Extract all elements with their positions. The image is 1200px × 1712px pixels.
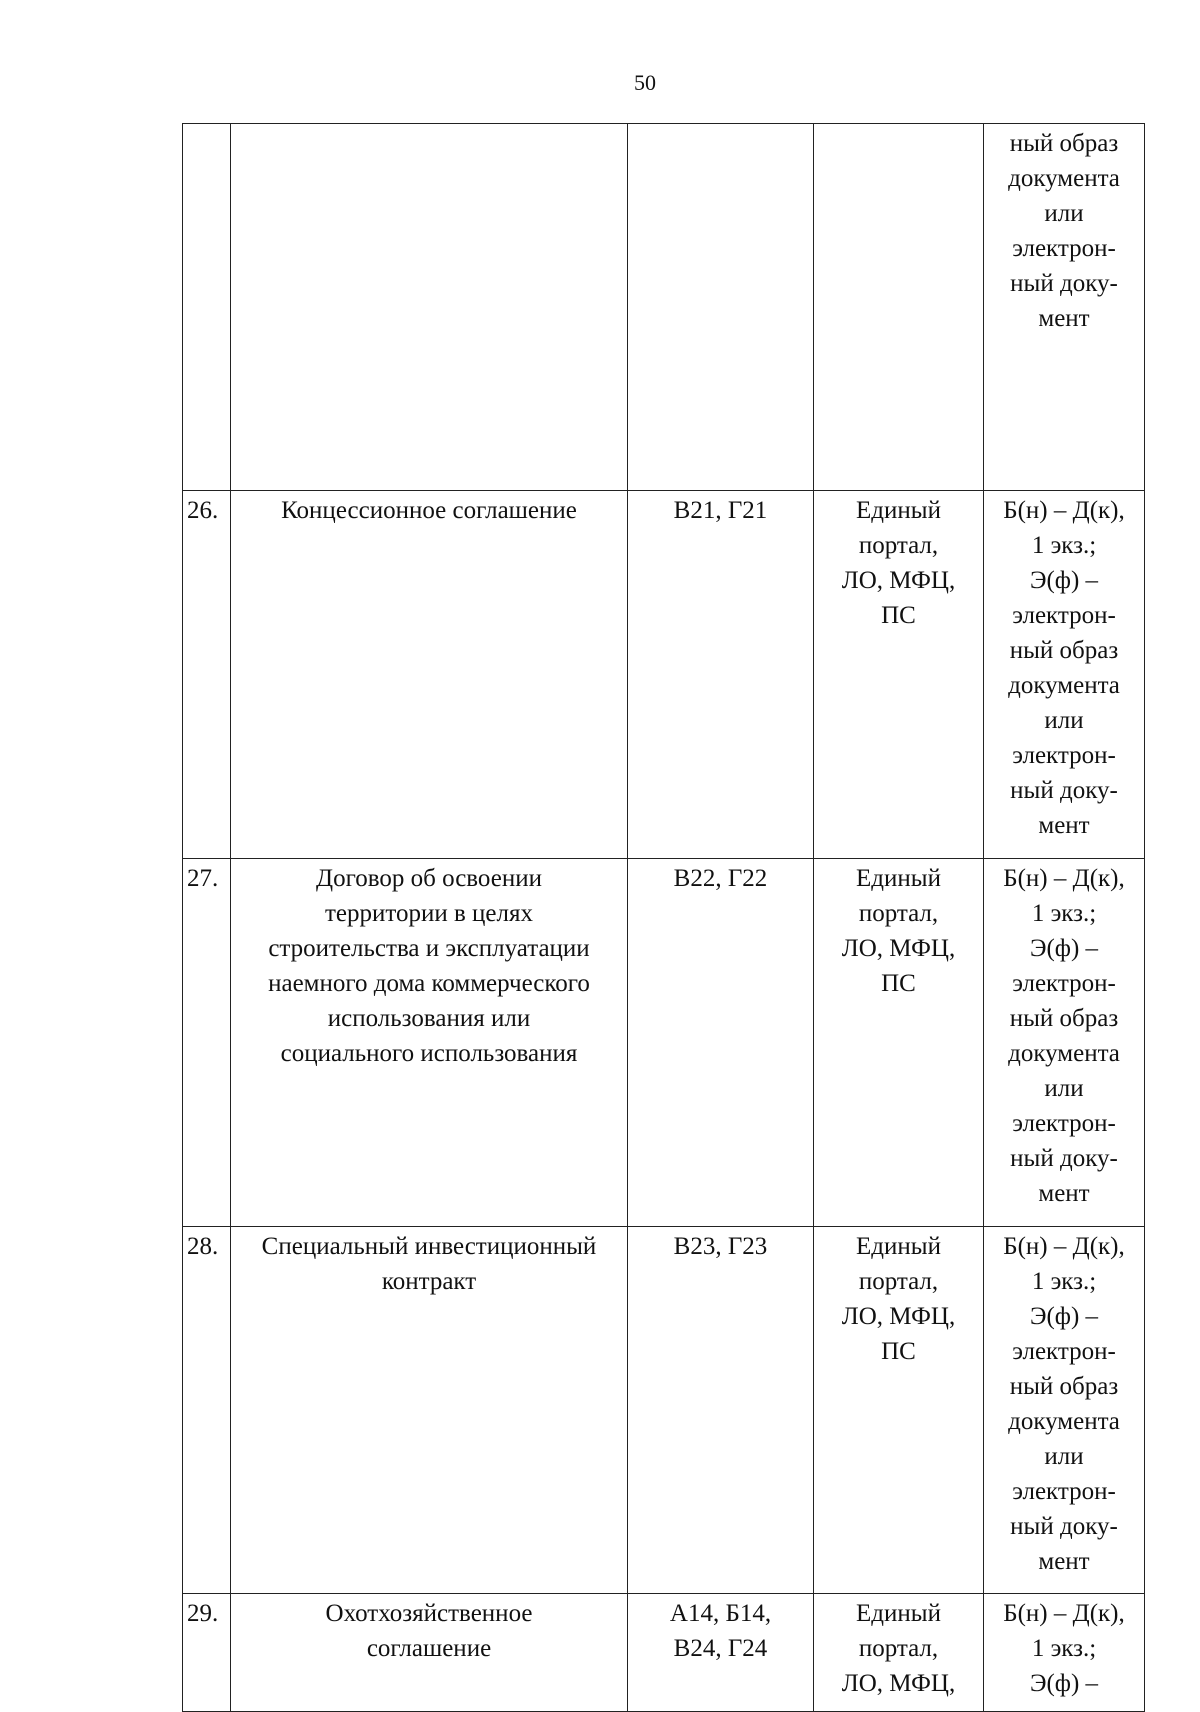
table-row-28 <box>183 1227 1145 1594</box>
row-number-cell: 29. <box>183 1594 231 1712</box>
document-format-cell: ный образ документа или электрон- ный доку- мент <box>984 124 1145 491</box>
row-number-cell <box>183 124 231 491</box>
document-name-cell: Охотхозяйственное соглашение <box>231 1594 628 1712</box>
submission-channel-cell <box>814 124 984 491</box>
document-name-cell: Концессионное соглашение <box>231 491 628 859</box>
document-format-cell: Б(н) – Д(к), 1 экз.; Э(ф) – электрон- ный образ документа или электрон- ный доку- мент <box>984 1227 1145 1594</box>
submission-channel-cell: Единый портал, ЛО, МФЦ, ПС <box>814 1227 984 1594</box>
document-name-cell: Специальный инвестиционный контракт <box>231 1227 628 1594</box>
row-number-cell: 28. <box>183 1227 231 1594</box>
table-row-27 <box>183 859 1145 1227</box>
codes-cell: В22, Г22 <box>628 859 814 1227</box>
document-table <box>182 123 1145 1712</box>
row-number-cell: 27. <box>183 859 231 1227</box>
document-name-cell: Договор об освоении территории в целях строительства и эксплуатации наемного дома коммерческого использования или социального использования <box>231 859 628 1227</box>
row-number-cell: 26. <box>183 491 231 859</box>
codes-cell <box>628 124 814 491</box>
document-format-cell: Б(н) – Д(к), 1 экз.; Э(ф) – электрон- ный образ документа или электрон- ный доку- мент <box>984 491 1145 859</box>
submission-channel-cell: Единый портал, ЛО, МФЦ, ПС <box>814 859 984 1227</box>
codes-cell: В23, Г23 <box>628 1227 814 1594</box>
submission-channel-cell: Единый портал, ЛО, МФЦ, ПС <box>814 491 984 859</box>
document-format-cell: Б(н) – Д(к), 1 экз.; Э(ф) – электрон- ный образ документа или электрон- ный доку- мент <box>984 859 1145 1227</box>
codes-cell: А14, Б14, В24, Г24 <box>628 1594 814 1712</box>
document-name-cell <box>231 124 628 491</box>
table-row-26 <box>183 491 1145 859</box>
table-row-continuation <box>183 124 1145 491</box>
codes-cell: В21, Г21 <box>628 491 814 859</box>
table-row-29 <box>183 1594 1145 1712</box>
document-format-cell: Б(н) – Д(к), 1 экз.; Э(ф) – <box>984 1594 1145 1712</box>
page-number: 50 <box>634 70 656 95</box>
submission-channel-cell: Единый портал, ЛО, МФЦ, <box>814 1594 984 1712</box>
